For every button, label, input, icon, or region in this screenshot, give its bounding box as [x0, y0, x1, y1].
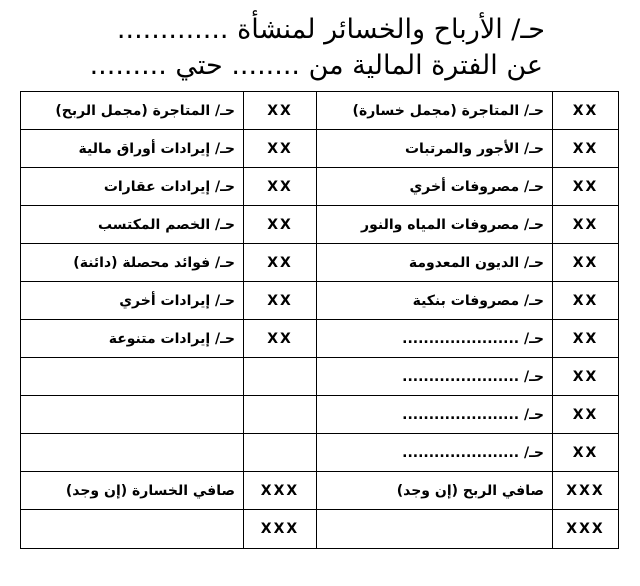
credit-account: حـ/ إيرادات أوراق مالية [21, 130, 244, 168]
ledger-row [21, 206, 619, 244]
credit-amount: XXX [244, 510, 317, 549]
credit-account [21, 358, 244, 396]
statement-period: عن الفترة المالية من ........ حتي ......... [89, 50, 543, 81]
debit-account: حـ/ ...................... [317, 358, 553, 396]
debit-account: حـ/ ...................... [317, 434, 553, 472]
debit-amount: XX [553, 358, 619, 396]
credit-amount: XX [244, 282, 317, 320]
debit-amount: XX [553, 244, 619, 282]
debit-amount: XX [553, 434, 619, 472]
credit-account [21, 434, 244, 472]
debit-account: حـ/ ...................... [317, 320, 553, 358]
debit-amount: XXX [553, 510, 619, 549]
credit-amount: XX [244, 92, 317, 130]
credit-amount: XX [244, 244, 317, 282]
statement-header [0, 0, 640, 92]
debit-amount: XX [553, 130, 619, 168]
credit-account: حـ/ إيرادات أخري [21, 282, 244, 320]
ledger-row [21, 396, 619, 434]
credit-account [21, 510, 244, 549]
credit-amount: XXX [244, 472, 317, 510]
credit-amount [244, 396, 317, 434]
credit-amount [244, 434, 317, 472]
debit-amount: XX [553, 92, 619, 130]
debit-amount: XX [553, 396, 619, 434]
ledger-row [21, 320, 619, 358]
debit-account: حـ/ مصروفات المياه والنور [317, 206, 553, 244]
debit-amount: XXX [553, 472, 619, 510]
credit-account: حـ/ المتاجرة (مجمل الربح) [21, 92, 244, 130]
ledger-row [21, 282, 619, 320]
debit-account: حـ/ ...................... [317, 396, 553, 434]
debit-amount: XX [553, 282, 619, 320]
debit-account: حـ/ المتاجرة (مجمل خسارة) [317, 92, 553, 130]
credit-account: حـ/ الخصم المكتسب [21, 206, 244, 244]
debit-account: صافي الربح (إن وجد) [317, 472, 553, 510]
credit-account [21, 396, 244, 434]
credit-amount: XX [244, 130, 317, 168]
statement-title: حـ/ الأرباح والخسائر لمنشأة ............. [116, 14, 545, 45]
ledger-row [21, 92, 619, 130]
ledger-row [21, 168, 619, 206]
ledger-row [21, 510, 619, 549]
credit-account: حـ/ إيرادات عقارات [21, 168, 244, 206]
credit-amount: XX [244, 168, 317, 206]
ledger-row [21, 358, 619, 396]
profit-loss-ledger [20, 91, 619, 549]
credit-account: حـ/ إيرادات متنوعة [21, 320, 244, 358]
ledger-row [21, 130, 619, 168]
credit-amount: XX [244, 206, 317, 244]
credit-amount [244, 358, 317, 396]
ledger-row [21, 434, 619, 472]
ledger-body [21, 92, 619, 549]
debit-amount: XX [553, 206, 619, 244]
ledger-row [21, 244, 619, 282]
debit-amount: XX [553, 320, 619, 358]
credit-amount: XX [244, 320, 317, 358]
debit-account: حـ/ مصروفات بنكية [317, 282, 553, 320]
credit-account: صافي الخسارة (إن وجد) [21, 472, 244, 510]
debit-account [317, 510, 553, 549]
credit-account: حـ/ فوائد محصلة (دائنة) [21, 244, 244, 282]
debit-account: حـ/ الديون المعدومة [317, 244, 553, 282]
debit-account: حـ/ مصروفات أخري [317, 168, 553, 206]
debit-account: حـ/ الأجور والمرتبات [317, 130, 553, 168]
debit-amount: XX [553, 168, 619, 206]
ledger-row [21, 472, 619, 510]
